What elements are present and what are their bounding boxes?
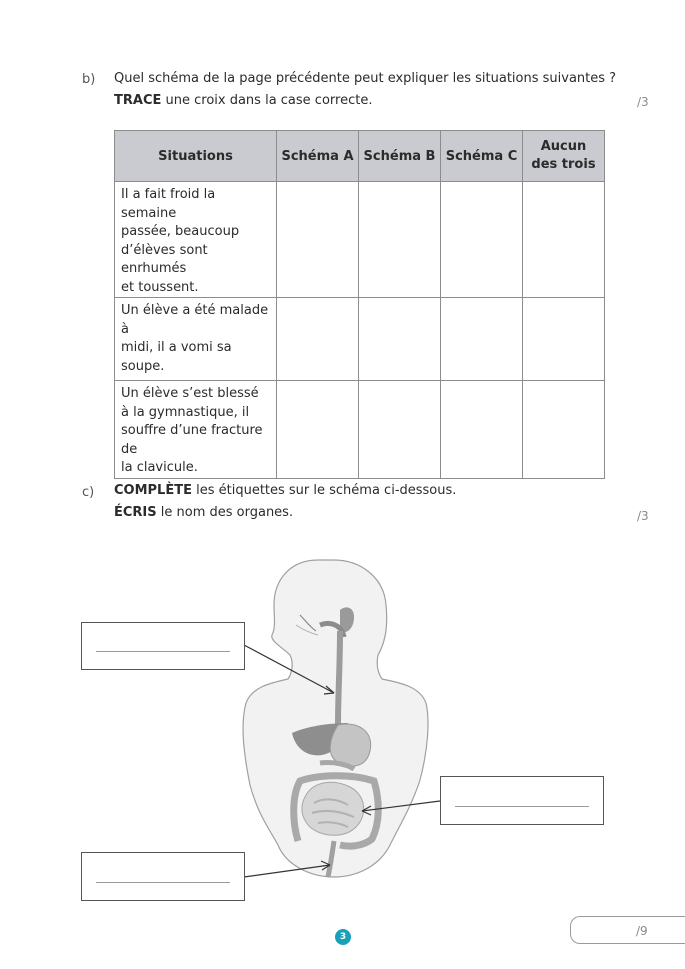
label-box-large-intestine[interactable] — [440, 776, 604, 825]
question-b-score: /3 — [637, 95, 649, 109]
total-score-box — [570, 916, 685, 944]
write-text: le nom des organes. — [156, 505, 294, 520]
write-keyword: ÉCRIS — [114, 505, 157, 520]
check-cell-b[interactable] — [359, 182, 441, 298]
check-cell-b[interactable] — [359, 381, 441, 479]
check-cell-a[interactable] — [277, 298, 359, 381]
digestive-system-diagram — [230, 555, 440, 885]
small-intestine — [302, 782, 364, 835]
header-schema-a: Schéma A — [277, 131, 359, 182]
table-row — [115, 182, 605, 298]
situation-vomit: Un élève a été malade à midi, il a vomi sa soupe. — [115, 298, 277, 381]
answer-line — [96, 882, 230, 883]
complete-keyword: COMPLÈTE — [114, 483, 192, 498]
check-cell-c[interactable] — [441, 298, 523, 381]
answer-line — [96, 651, 230, 652]
question-b-text: Quel schéma de la page précédente peut expliquer les situations suivantes ? — [114, 71, 617, 86]
check-cell-none[interactable] — [523, 381, 605, 479]
check-cell-c[interactable] — [441, 381, 523, 479]
check-cell-none[interactable] — [523, 182, 605, 298]
check-cell-c[interactable] — [441, 182, 523, 298]
table-row — [115, 381, 605, 479]
header-schema-c: Schéma C — [441, 131, 523, 182]
question-c-line1 — [114, 482, 456, 500]
question-b-instruction — [114, 92, 372, 110]
situation-cold: Il a fait froid la semaine passée, beaucoup d’élèves sont enrhumés et toussent. — [115, 182, 277, 298]
question-c-line2 — [114, 504, 293, 522]
check-cell-a[interactable] — [277, 381, 359, 479]
question-b-letter: b) — [82, 72, 96, 87]
label-box-rectum[interactable] — [81, 852, 245, 901]
header-situations: Situations — [115, 131, 277, 182]
complete-text: les étiquettes sur le schéma ci-dessous. — [191, 483, 457, 498]
situations-table — [114, 130, 605, 479]
label-box-esophagus[interactable] — [81, 622, 245, 670]
page-number-badge: 3 — [335, 929, 351, 945]
situation-fracture: Un élève s’est blessé à la gymnastique, il souffre d’une fracture de la clavicule. — [115, 381, 277, 479]
question-c-score: /3 — [637, 509, 649, 523]
answer-line — [455, 806, 589, 807]
check-cell-b[interactable] — [359, 298, 441, 381]
check-cell-a[interactable] — [277, 182, 359, 298]
table-row — [115, 298, 605, 381]
esophagus — [338, 631, 340, 725]
header-schema-b: Schéma B — [359, 131, 441, 182]
total-score: /9 — [636, 924, 648, 938]
instruction-keyword: TRACE — [114, 93, 162, 108]
stomach — [330, 724, 370, 766]
instruction-text: une croix dans la case correcte. — [161, 93, 373, 108]
table-header-row — [115, 131, 605, 182]
question-c-letter: c) — [82, 485, 95, 500]
header-none: Aucun des trois — [523, 131, 605, 182]
check-cell-none[interactable] — [523, 298, 605, 381]
